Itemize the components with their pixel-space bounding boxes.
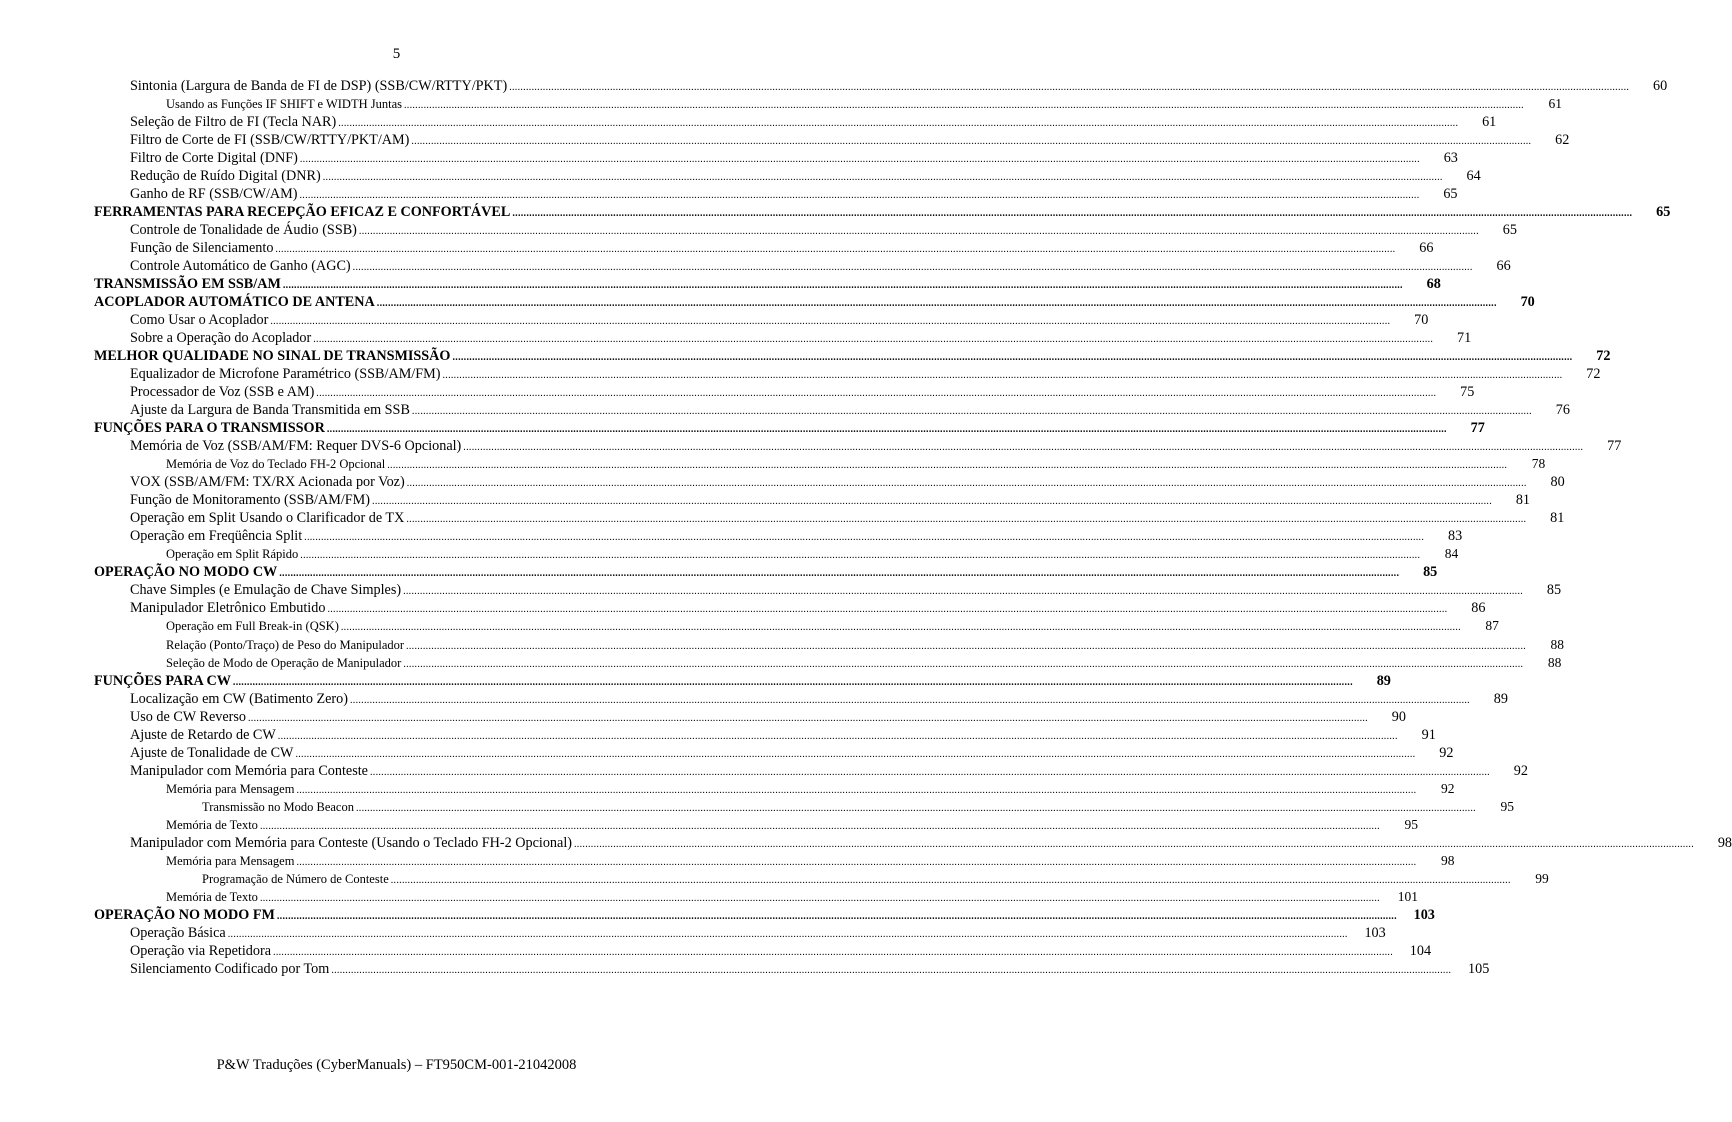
dot-leader: ................................................................................................................................................................................................................................................................................................................................................................................................................ bbox=[259, 892, 1380, 904]
toc-entry-page: 81 bbox=[1550, 510, 1565, 527]
toc-entry bbox=[94, 239, 1434, 257]
dot-leader: ................................................................................................................................................................................................................................................................................................................................................................................................................ bbox=[340, 622, 1461, 634]
dot-leader: ................................................................................................................................................................................................................................................................................................................................................................................................................ bbox=[411, 136, 1532, 148]
toc-entry-page: 78 bbox=[1531, 456, 1546, 472]
toc-entry-page: 85 bbox=[1423, 564, 1438, 581]
dot-leader: ................................................................................................................................................................................................................................................................................................................................................................................................................ bbox=[406, 640, 1527, 652]
toc-entry-title: Processador de Voz (SSB e AM) bbox=[130, 384, 315, 401]
toc-entry-title: Usando as Funções IF SHIFT e WIDTH Juntas bbox=[166, 97, 402, 112]
toc-entry bbox=[94, 942, 1432, 960]
toc-entry-title: Filtro de Corte Digital (DNF) bbox=[130, 150, 298, 167]
toc-entry-title: TRANSMISSÃO EM SSB/AM bbox=[94, 276, 281, 293]
toc-entry-page: 95 bbox=[1500, 798, 1514, 814]
toc-entry-title: Operação via Repetidora bbox=[130, 942, 272, 959]
dot-leader: ................................................................................................................................................................................................................................................................................................................................................................................................................ bbox=[327, 604, 1448, 616]
toc-entry-title: OPERAÇÃO NO MODO CW bbox=[94, 564, 278, 581]
toc-entry bbox=[94, 726, 1436, 744]
toc-entry-title: Função de Silenciamento bbox=[130, 240, 274, 257]
toc-entry bbox=[94, 690, 1508, 708]
toc-entry-page: 77 bbox=[1607, 438, 1622, 455]
toc-section-heading bbox=[94, 563, 1438, 581]
toc-entry-page: 66 bbox=[1419, 240, 1434, 257]
toc-entry bbox=[94, 744, 1454, 762]
dot-leader: ................................................................................................................................................................................................................................................................................................................................................................................................................ bbox=[403, 586, 1524, 598]
toc-entry-title: Operação em Split Rápido bbox=[166, 547, 299, 562]
dot-leader: ................................................................................................................................................................................................................................................................................................................................................................................................................ bbox=[279, 568, 1400, 580]
toc-entry-title: Ajuste de Tonalidade de CW bbox=[130, 744, 294, 761]
toc-entry-page: 92 bbox=[1439, 744, 1454, 761]
dot-leader: ................................................................................................................................................................................................................................................................................................................................................................................................................ bbox=[369, 766, 1490, 778]
toc-entry bbox=[94, 149, 1458, 167]
toc-entry-page: 91 bbox=[1421, 726, 1436, 743]
dot-leader: ................................................................................................................................................................................................................................................................................................................................................................................................................ bbox=[411, 406, 1532, 418]
toc-entry-title: Localização em CW (Batimento Zero) bbox=[130, 690, 348, 707]
toc-entry-title: FUNÇÕES PARA O TRANSMISSOR bbox=[94, 420, 325, 437]
dot-leader: ................................................................................................................................................................................................................................................................................................................................................................................................................ bbox=[326, 424, 1447, 436]
toc-entry-page: 65 bbox=[1502, 222, 1517, 239]
toc-entry bbox=[94, 365, 1601, 383]
toc-entry-page: 64 bbox=[1466, 168, 1481, 185]
toc-entry-page: 85 bbox=[1546, 582, 1562, 599]
toc-entry bbox=[94, 599, 1486, 617]
toc-entry bbox=[94, 834, 1732, 852]
toc-entry bbox=[94, 960, 1490, 978]
toc-entry-page: 104 bbox=[1409, 942, 1432, 959]
toc-entry-page: 86 bbox=[1471, 600, 1486, 617]
toc-entry-page: 77 bbox=[1470, 420, 1485, 437]
toc-entry-page: 95 bbox=[1404, 816, 1418, 832]
toc-entry-page: 105 bbox=[1468, 960, 1490, 977]
page-number: 5 bbox=[392, 46, 401, 62]
dot-leader: ................................................................................................................................................................................................................................................................................................................................................................................................................ bbox=[403, 100, 1524, 112]
toc-entry-page: 83 bbox=[1447, 528, 1463, 545]
dot-leader: ................................................................................................................................................................................................................................................................................................................................................................................................................ bbox=[442, 370, 1563, 382]
toc-entry-title: Memória de Voz do Teclado FH-2 Opcional bbox=[166, 457, 386, 472]
toc-entry-page: 76 bbox=[1555, 402, 1570, 419]
toc-entry-title: Sobre a Operação do Acoplador bbox=[130, 330, 312, 347]
dot-leader: ................................................................................................................................................................................................................................................................................................................................................................................................................ bbox=[277, 730, 1398, 742]
dot-leader: ................................................................................................................................................................................................................................................................................................................................................................................................................ bbox=[296, 856, 1417, 868]
toc-entry bbox=[94, 888, 1418, 906]
toc-entry bbox=[94, 852, 1455, 870]
toc-entry-title: Seleção de Filtro de FI (Tecla NAR) bbox=[130, 114, 337, 131]
toc-entry bbox=[94, 311, 1429, 329]
dot-leader: ................................................................................................................................................................................................................................................................................................................................................................................................................ bbox=[247, 712, 1368, 724]
toc-entry bbox=[94, 924, 1386, 942]
toc-entry-title: Sintonia (Largura de Banda de FI de DSP) (SSB/CW/RTTY/PKT) bbox=[130, 78, 508, 95]
toc-section-heading bbox=[94, 275, 1441, 293]
dot-leader: ................................................................................................................................................................................................................................................................................................................................................................................................................ bbox=[273, 946, 1394, 958]
toc-entry-title: Memória para Mensagem bbox=[166, 781, 295, 796]
toc-entry-page: 89 bbox=[1376, 672, 1391, 689]
toc-entry-title: Manipulador com Memória para Conteste bbox=[130, 762, 368, 779]
toc-entry-page: 87 bbox=[1485, 618, 1499, 634]
dot-leader: ................................................................................................................................................................................................................................................................................................................................................................................................................ bbox=[276, 910, 1397, 922]
toc-entry bbox=[94, 581, 1562, 599]
dot-leader: ................................................................................................................................................................................................................................................................................................................................................................................................................ bbox=[299, 190, 1420, 202]
toc-entry-title: Controle Automático de Ganho (AGC) bbox=[130, 258, 351, 275]
toc-entry-title: VOX (SSB/AM/FM: TX/RX Acionada por Voz) bbox=[130, 474, 405, 491]
toc-entry-page: 70 bbox=[1414, 312, 1429, 329]
toc-entry-title: Seleção de Modo de Operação de Manipulador bbox=[166, 655, 402, 670]
toc-entry-page: 103 bbox=[1364, 924, 1386, 941]
toc-entry bbox=[94, 257, 1511, 275]
toc-entry-page: 92 bbox=[1513, 762, 1528, 779]
toc-entry-title: Relação (Ponto/Traço) de Peso do Manipulador bbox=[166, 637, 405, 652]
toc-entry-page: 98 bbox=[1717, 834, 1732, 851]
table-of-contents bbox=[94, 77, 1732, 978]
dot-leader: ................................................................................................................................................................................................................................................................................................................................................................................................................ bbox=[275, 244, 1396, 256]
dot-leader: ................................................................................................................................................................................................................................................................................................................................................................................................................ bbox=[232, 676, 1353, 688]
toc-entry-page: 103 bbox=[1413, 906, 1435, 923]
dot-leader: ................................................................................................................................................................................................................................................................................................................................................................................................................ bbox=[349, 694, 1470, 706]
toc-entry-page: 68 bbox=[1426, 276, 1441, 293]
dot-leader: ................................................................................................................................................................................................................................................................................................................................................................................................................ bbox=[296, 784, 1417, 796]
toc-entry-page: 60 bbox=[1653, 78, 1668, 95]
toc-entry bbox=[94, 654, 1562, 672]
toc-entry-title: ACOPLADOR AUTOMÁTICO DE ANTENA bbox=[94, 294, 375, 311]
toc-entry-title: Memória de Texto bbox=[166, 817, 258, 832]
toc-entry-title: Operação em Freqüência Split bbox=[130, 528, 303, 545]
dot-leader: ................................................................................................................................................................................................................................................................................................................................................................................................................ bbox=[282, 280, 1403, 292]
toc-entry-page: 90 bbox=[1391, 708, 1406, 725]
toc-section-heading bbox=[94, 672, 1391, 690]
dot-leader: ................................................................................................................................................................................................................................................................................................................................................................................................................ bbox=[512, 208, 1633, 220]
dot-leader: ................................................................................................................................................................................................................................................................................................................................................................................................................ bbox=[406, 514, 1527, 526]
toc-section-heading bbox=[94, 906, 1435, 924]
toc-entry bbox=[94, 383, 1475, 401]
toc-entry-title: Ajuste da Largura de Banda Transmitida em SSB bbox=[130, 402, 410, 419]
dot-leader: ................................................................................................................................................................................................................................................................................................................................................................................................................ bbox=[509, 82, 1630, 94]
toc-entry bbox=[94, 95, 1562, 113]
dot-leader: ................................................................................................................................................................................................................................................................................................................................................................................................................ bbox=[299, 154, 1420, 166]
dot-leader: ................................................................................................................................................................................................................................................................................................................................................................................................................ bbox=[304, 532, 1425, 544]
toc-entry bbox=[94, 870, 1549, 888]
toc-entry-title: Como Usar o Acoplador bbox=[130, 312, 269, 329]
toc-entry-title: FUNÇÕES PARA CW bbox=[94, 672, 231, 689]
dot-leader: ................................................................................................................................................................................................................................................................................................................................................................................................................ bbox=[387, 460, 1508, 472]
toc-entry bbox=[94, 437, 1622, 455]
toc-entry-page: 99 bbox=[1535, 870, 1549, 886]
dot-leader: ................................................................................................................................................................................................................................................................................................................................................................................................................ bbox=[406, 478, 1527, 490]
toc-entry-page: 75 bbox=[1460, 384, 1475, 401]
toc-entry-page: 61 bbox=[1482, 114, 1497, 131]
dot-leader: ................................................................................................................................................................................................................................................................................................................................................................................................................ bbox=[352, 262, 1473, 274]
toc-entry bbox=[94, 77, 1668, 95]
toc-entry bbox=[94, 455, 1546, 473]
toc-entry-title: OPERAÇÃO NO MODO FM bbox=[94, 906, 275, 923]
toc-entry-title: Memória para Mensagem bbox=[166, 853, 295, 868]
dot-leader: ................................................................................................................................................................................................................................................................................................................................................................................................................ bbox=[403, 658, 1524, 670]
page-footer: P&W Traduções (CyberManuals) – FT950CM-001-21042008 bbox=[216, 1057, 577, 1073]
dot-leader: ................................................................................................................................................................................................................................................................................................................................................................................................................ bbox=[331, 964, 1452, 976]
toc-entry-page: 63 bbox=[1443, 150, 1458, 167]
dot-leader: ................................................................................................................................................................................................................................................................................................................................................................................................................ bbox=[259, 820, 1380, 832]
toc-entry-title: Memória de Texto bbox=[166, 889, 258, 904]
dot-leader: ................................................................................................................................................................................................................................................................................................................................................................................................................ bbox=[322, 172, 1443, 184]
dot-leader: ................................................................................................................................................................................................................................................................................................................................................................................................................ bbox=[372, 496, 1493, 508]
toc-entry-title: Controle de Tonalidade de Áudio (SSB) bbox=[130, 222, 357, 239]
dot-leader: ................................................................................................................................................................................................................................................................................................................................................................................................................ bbox=[358, 226, 1479, 238]
toc-entry-title: Ajuste de Retardo de CW bbox=[130, 726, 276, 743]
toc-entry bbox=[94, 221, 1517, 239]
toc-entry bbox=[94, 545, 1459, 563]
toc-entry bbox=[94, 113, 1497, 131]
toc-entry-title: Manipulador Eletrônico Embutido bbox=[130, 600, 326, 617]
toc-entry-title: Chave Simples (e Emulação de Chave Simples) bbox=[130, 582, 402, 599]
toc-entry bbox=[94, 329, 1472, 347]
dot-leader: ................................................................................................................................................................................................................................................................................................................................................................................................................ bbox=[355, 802, 1476, 814]
toc-entry-page: 66 bbox=[1496, 258, 1511, 275]
toc-entry-page: 88 bbox=[1547, 654, 1562, 670]
toc-section-heading bbox=[94, 419, 1485, 437]
toc-entry bbox=[94, 185, 1458, 203]
dot-leader: ................................................................................................................................................................................................................................................................................................................................................................................................................ bbox=[316, 388, 1437, 400]
dot-leader: ................................................................................................................................................................................................................................................................................................................................................................................................................ bbox=[300, 550, 1421, 562]
toc-entry bbox=[94, 617, 1499, 635]
toc-entry-page: 89 bbox=[1493, 690, 1508, 707]
toc-entry-title: Operação Básica bbox=[130, 924, 226, 941]
toc-entry-page: 101 bbox=[1397, 888, 1418, 904]
toc-entry-title: Transmissão no Modo Beacon bbox=[202, 799, 354, 814]
toc-entry-page: 81 bbox=[1515, 492, 1531, 509]
toc-entry bbox=[94, 780, 1455, 798]
toc-entry-title: FERRAMENTAS PARA RECEPÇÃO EFICAZ E CONFORTÁVEL bbox=[94, 204, 511, 221]
toc-entry-page: 62 bbox=[1555, 132, 1570, 149]
dot-leader: ................................................................................................................................................................................................................................................................................................................................................................................................................ bbox=[295, 748, 1416, 760]
toc-entry-page: 80 bbox=[1550, 474, 1565, 491]
dot-leader: ................................................................................................................................................................................................................................................................................................................................................................................................................ bbox=[270, 316, 1391, 328]
dot-leader: ................................................................................................................................................................................................................................................................................................................................................................................................................ bbox=[574, 838, 1694, 850]
toc-entry-title: MELHOR QUALIDADE NO SINAL DE TRANSMISSÃO bbox=[94, 348, 451, 365]
toc-entry bbox=[94, 131, 1570, 149]
toc-entry-title: Silenciamento Codificado por Tom bbox=[130, 960, 330, 977]
toc-entry bbox=[94, 401, 1570, 419]
toc-entry-page: 92 bbox=[1440, 780, 1455, 796]
dot-leader: ................................................................................................................................................................................................................................................................................................................................................................................................................ bbox=[452, 352, 1573, 364]
toc-entry bbox=[94, 527, 1463, 545]
dot-leader: ................................................................................................................................................................................................................................................................................................................................................................................................................ bbox=[390, 874, 1511, 886]
dot-leader: ................................................................................................................................................................................................................................................................................................................................................................................................................ bbox=[338, 118, 1459, 130]
toc-entry bbox=[94, 798, 1514, 816]
toc-entry bbox=[94, 473, 1565, 491]
toc-entry bbox=[94, 816, 1418, 834]
toc-entry bbox=[94, 491, 1531, 509]
toc-entry-title: Uso de CW Reverso bbox=[130, 708, 246, 725]
toc-entry-page: 88 bbox=[1550, 636, 1565, 652]
toc-entry-title: Manipulador com Memória para Conteste (Usando o Teclado FH-2 Opcional) bbox=[130, 834, 572, 851]
toc-entry bbox=[94, 167, 1481, 185]
toc-entry-title: Filtro de Corte de FI (SSB/CW/RTTY/PKT/AM) bbox=[130, 132, 410, 149]
toc-entry-title: Redução de Ruído Digital (DNR) bbox=[130, 168, 321, 185]
toc-entry-page: 72 bbox=[1586, 366, 1601, 383]
toc-entry-title: Programação de Número de Conteste bbox=[202, 871, 389, 886]
toc-entry-title: Operação em Split Usando o Clarificador de TX bbox=[130, 510, 405, 527]
toc-entry bbox=[94, 509, 1565, 527]
dot-leader: ................................................................................................................................................................................................................................................................................................................................................................................................................ bbox=[227, 928, 1348, 940]
toc-entry-title: Função de Monitoramento (SSB/AM/FM) bbox=[130, 492, 371, 509]
dot-leader: ................................................................................................................................................................................................................................................................................................................................................................................................................ bbox=[463, 442, 1584, 454]
toc-entry bbox=[94, 635, 1565, 653]
toc-entry-title: Memória de Voz (SSB/AM/FM: Requer DVS-6 Opcional) bbox=[130, 438, 462, 455]
toc-entry bbox=[94, 708, 1406, 726]
toc-entry-page: 65 bbox=[1656, 204, 1671, 221]
toc-entry-page: 65 bbox=[1443, 186, 1458, 203]
dot-leader: ................................................................................................................................................................................................................................................................................................................................................................................................................ bbox=[313, 334, 1434, 346]
toc-section-heading bbox=[94, 347, 1611, 365]
toc-entry-page: 70 bbox=[1520, 294, 1535, 311]
toc-entry-page: 71 bbox=[1457, 330, 1472, 347]
dot-leader: ................................................................................................................................................................................................................................................................................................................................................................................................................ bbox=[376, 298, 1497, 310]
toc-entry-page: 61 bbox=[1548, 96, 1562, 112]
toc-entry-title: Ganho de RF (SSB/CW/AM) bbox=[130, 186, 298, 203]
toc-entry-title: Operação em Full Break-in (QSK) bbox=[166, 619, 339, 634]
toc-entry bbox=[94, 762, 1528, 780]
toc-section-heading bbox=[94, 203, 1671, 221]
toc-entry-page: 72 bbox=[1596, 348, 1611, 365]
toc-section-heading bbox=[94, 293, 1535, 311]
toc-entry-page: 84 bbox=[1444, 546, 1459, 562]
toc-entry-page: 98 bbox=[1440, 852, 1455, 868]
toc-entry-title: Equalizador de Microfone Paramétrico (SSB/AM/FM) bbox=[130, 366, 441, 383]
